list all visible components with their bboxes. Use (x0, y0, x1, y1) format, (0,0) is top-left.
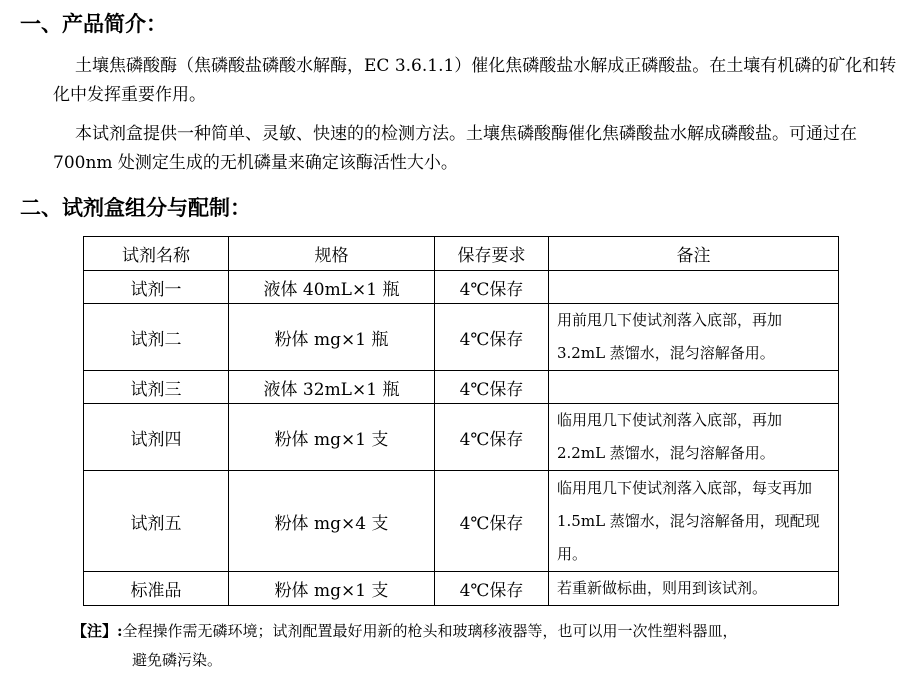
cell-name: 试剂一 (84, 271, 229, 304)
section-heading-intro: 一、产品简介： (20, 12, 167, 36)
cell-name: 试剂二 (84, 304, 229, 371)
cell-spec: 粉体 mg×1 瓶 (229, 304, 435, 371)
header-reagent-name: 试剂名称 (84, 237, 229, 271)
table-header-row (84, 237, 839, 271)
cell-spec: 粉体 mg×4 支 (229, 471, 435, 572)
cell-storage: 4℃保存 (435, 371, 549, 404)
cell-storage: 4℃保存 (435, 471, 549, 572)
table-row (84, 572, 839, 606)
section-heading-components: 二、试剂盒组分与配制： (20, 196, 251, 220)
header-note: 备注 (549, 237, 839, 271)
header-storage: 保存要求 (435, 237, 549, 271)
table-row (84, 271, 839, 304)
table-row (84, 304, 839, 371)
header-spec: 规格 (229, 237, 435, 271)
cell-spec: 液体 40mL×1 瓶 (229, 271, 435, 304)
footnote-tag: 【注】: (72, 622, 123, 640)
cell-name: 试剂五 (84, 471, 229, 572)
cell-spec: 液体 32mL×1 瓶 (229, 371, 435, 404)
intro-paragraph-1: 土壤焦磷酸酶（焦磷酸盐磷酸水解酶，EC 3.6.1.1）催化焦磷酸盐水解成正磷酸盐。在土壤有机磷的矿化和转化中发挥重要作用。 (53, 56, 897, 105)
table-row (84, 471, 839, 572)
cell-storage: 4℃保存 (435, 404, 549, 471)
cell-note: 临用甩几下使试剂落入底部，再加 2.2mL 蒸馏水，混匀溶解备用。 (549, 404, 839, 471)
cell-name: 标准品 (84, 572, 229, 606)
cell-note (549, 371, 839, 404)
footnote-line-1: 全程操作需无磷环境；试剂配置最好用新的枪头和玻璃移液器等，也可以用一次性塑料器皿， (122, 622, 738, 640)
intro-paragraph-2: 本试剂盒提供一种简单、灵敏、快速的的检测方法。土壤焦磷酸酶催化焦磷酸盐水解成磷酸盐。可通过在 700nm 处测定生成的无机磷量来确定该酶活性大小。 (53, 124, 857, 173)
footnote-line-2: 避免磷污染。 (132, 651, 223, 669)
table-row (84, 404, 839, 471)
cell-note: 若重新做标曲，则用到该试剂。 (549, 572, 839, 606)
table-row (84, 371, 839, 404)
cell-note: 用前甩几下使试剂落入底部，再加 3.2mL 蒸馏水，混匀溶解备用。 (549, 304, 839, 371)
reagent-table (83, 236, 839, 606)
cell-name: 试剂四 (84, 404, 229, 471)
cell-spec: 粉体 mg×1 支 (229, 404, 435, 471)
footnote (72, 617, 904, 675)
cell-spec: 粉体 mg×1 支 (229, 572, 435, 606)
cell-storage: 4℃保存 (435, 304, 549, 371)
cell-note: 临用甩几下使试剂落入底部，每支再加 1.5mL 蒸馏水，混匀溶解备用，现配现用。 (549, 471, 839, 572)
cell-name: 试剂三 (84, 371, 229, 404)
cell-note (549, 271, 839, 304)
cell-storage: 4℃保存 (435, 271, 549, 304)
cell-storage: 4℃保存 (435, 572, 549, 606)
